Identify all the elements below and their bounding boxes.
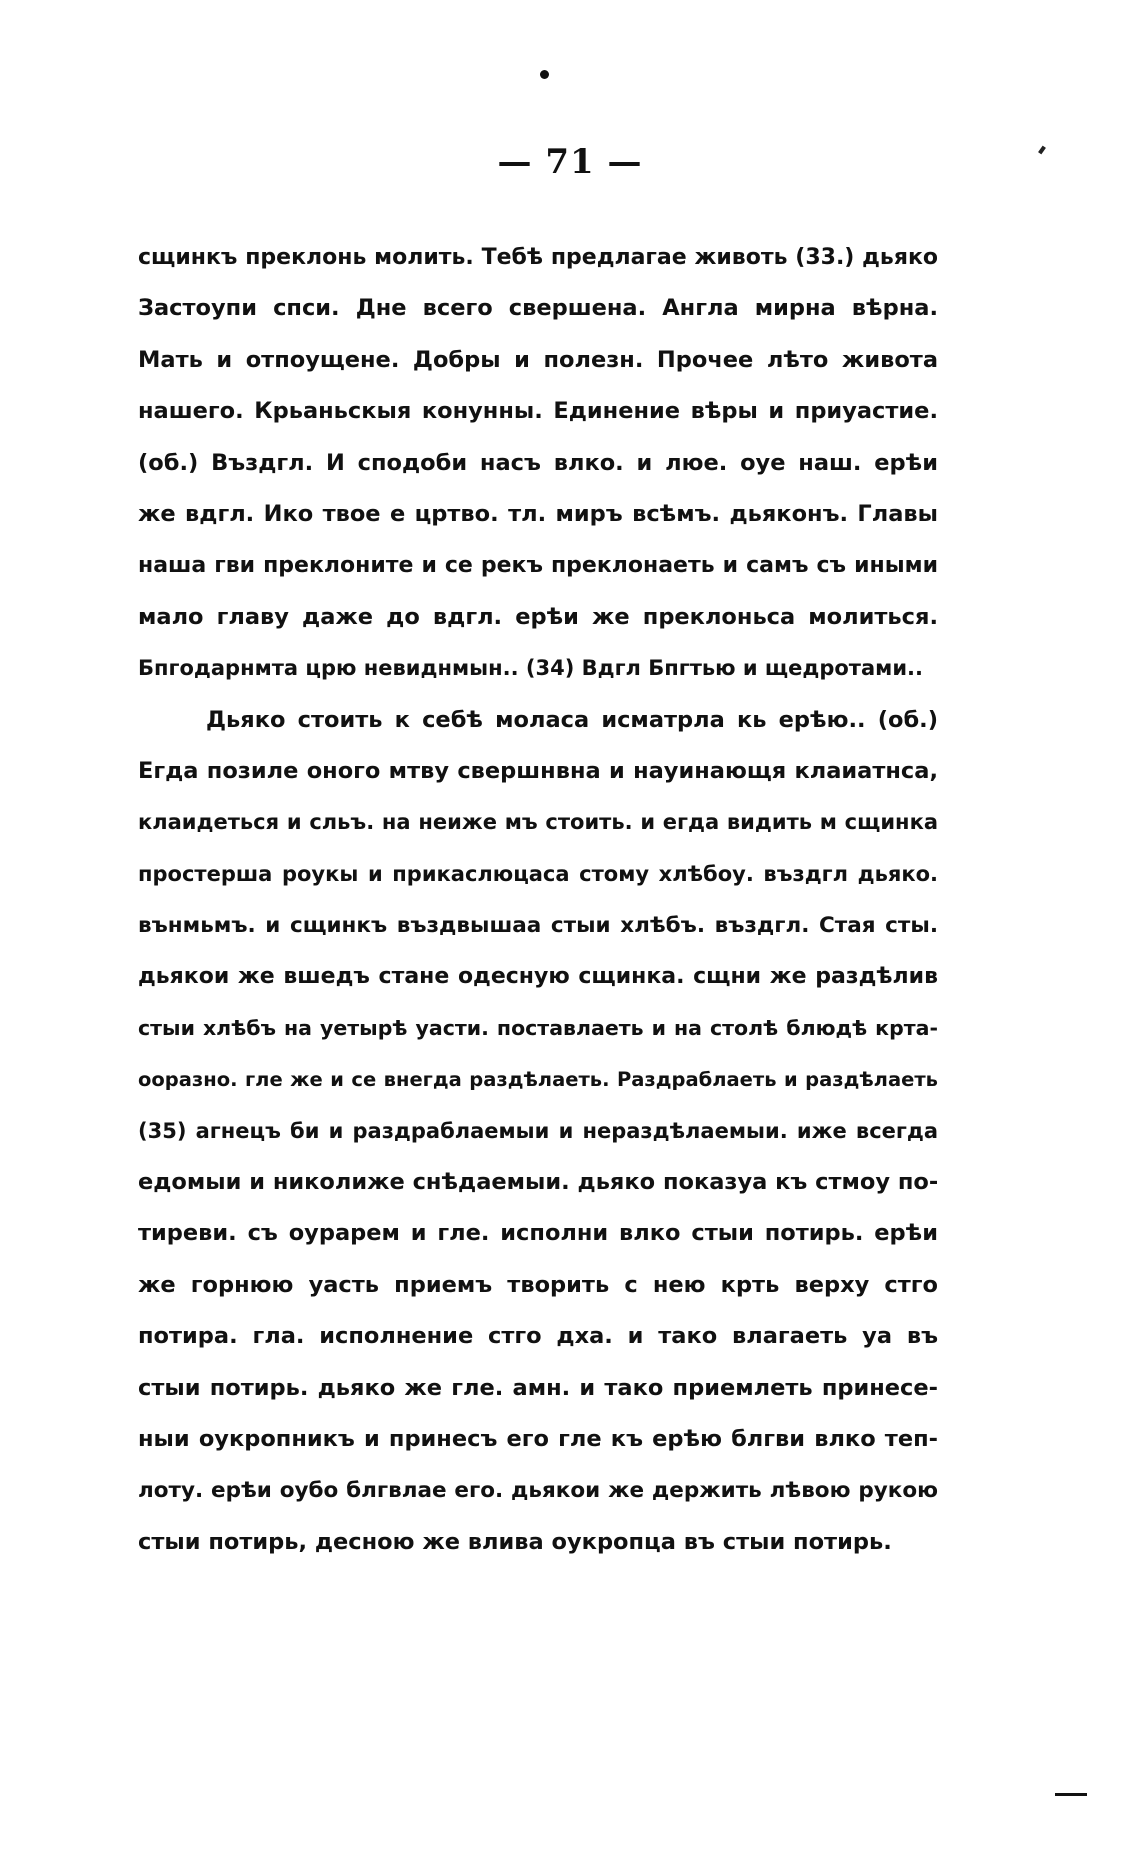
- text-line: же горнюю уасть приемъ творить с нею крть верху стго: [138, 1271, 938, 1298]
- text-line: стыи потирь, десною же влива оукропца въ стыи потирь.: [138, 1528, 892, 1555]
- text-line: Егда позиле оного мтву свершнвна и науинающя клаиатнса,: [138, 757, 938, 784]
- text-line: лоту. ерѣи оубо блгвлае его. дьякои же держить лѣвою рукою: [138, 1478, 938, 1504]
- text-line: ныи оукропникъ и принесъ его гле къ ерѣю блгви влко теп-: [138, 1425, 938, 1452]
- text-line: же вдгл. Ико твое е цртво. тл. миръ всѣмъ. дьяконъ. Главы: [138, 500, 938, 527]
- text-line: Мать и отпоущене. Добры и полезн. Прочее лѣто живота: [138, 346, 938, 373]
- text-line: потира. гла. исполнение стго дха. и тако влагаеть уа въ: [138, 1323, 938, 1350]
- text-line: вънмьмъ. и сщинкъ въздвышаа стыи хлѣбъ. въздгл. Стая сты.: [138, 913, 938, 939]
- text-line: тиреви. съ оурарем и гле. исполни влко стыи потирь. ерѣи: [138, 1220, 938, 1247]
- text-line: наша гви преклоните и се рекъ преклонаеть и самъ съ иными: [138, 553, 938, 579]
- text-line: (об.) Въздгл. И сподоби насъ влко. и люе. оуе наш. ерѣи: [138, 449, 938, 476]
- body-text: [138, 232, 938, 1568]
- text-line: сщинкъ преклонь молить. Тебѣ предлагае животь (33.) дьяко: [138, 245, 938, 270]
- text-line: едомыи и николиже снѣдаемыи. дьяко показуа къ стмоу по-: [138, 1169, 938, 1196]
- text-line: нашего. Крьаньскыя конунны. Единение вѣры и приуастие.: [138, 398, 938, 425]
- text-line: ооразно. гле же и се внегда раздѣлаеть. Раздраблаеть и раздѣлаеть: [138, 1068, 938, 1092]
- text-line: дьякои же вшедъ стане одесную сщинка. сщни же раздѣлив: [138, 964, 938, 990]
- text-line: Бпгодарнмта црю невиднмын.. (34) Вдгл Бпгтью и щедротами..: [138, 656, 923, 681]
- text-line: простерша роукы и прикаслюцаса стому хлѣбоу. въздгл дьяко.: [138, 861, 938, 886]
- printer-dot-mark: [540, 70, 549, 79]
- text-line: (35) агнецъ би и раздраблаемыи и нераздѣлаемыи. иже всегда: [138, 1118, 938, 1143]
- text-line: стыи хлѣбъ на уетырѣ уасти. поставлаеть и на столѣ блюдѣ крта-: [138, 1015, 938, 1040]
- paragraph: [138, 232, 938, 695]
- paragraph: [138, 695, 938, 1569]
- margin-dash-mark: [1055, 1793, 1087, 1796]
- text-line: стыи потирь. дьяко же гле. амн. и тако приемлеть принесе-: [138, 1374, 938, 1401]
- text-line: клаидеться и сльъ. на неиже мъ стоить. и егда видить м сщинка: [138, 810, 938, 835]
- text-line: мало главу даже до вдгл. ерѣи же преклоньса молиться.: [138, 603, 938, 630]
- page-number: — 71 —: [497, 142, 643, 182]
- text-line: Застоупи спси. Дне всего свершена. Англа мирна вѣрна.: [138, 295, 938, 322]
- text-line: Дьяко стоить к себѣ моласа исматрла кь ерѣю.. (об.): [206, 706, 938, 733]
